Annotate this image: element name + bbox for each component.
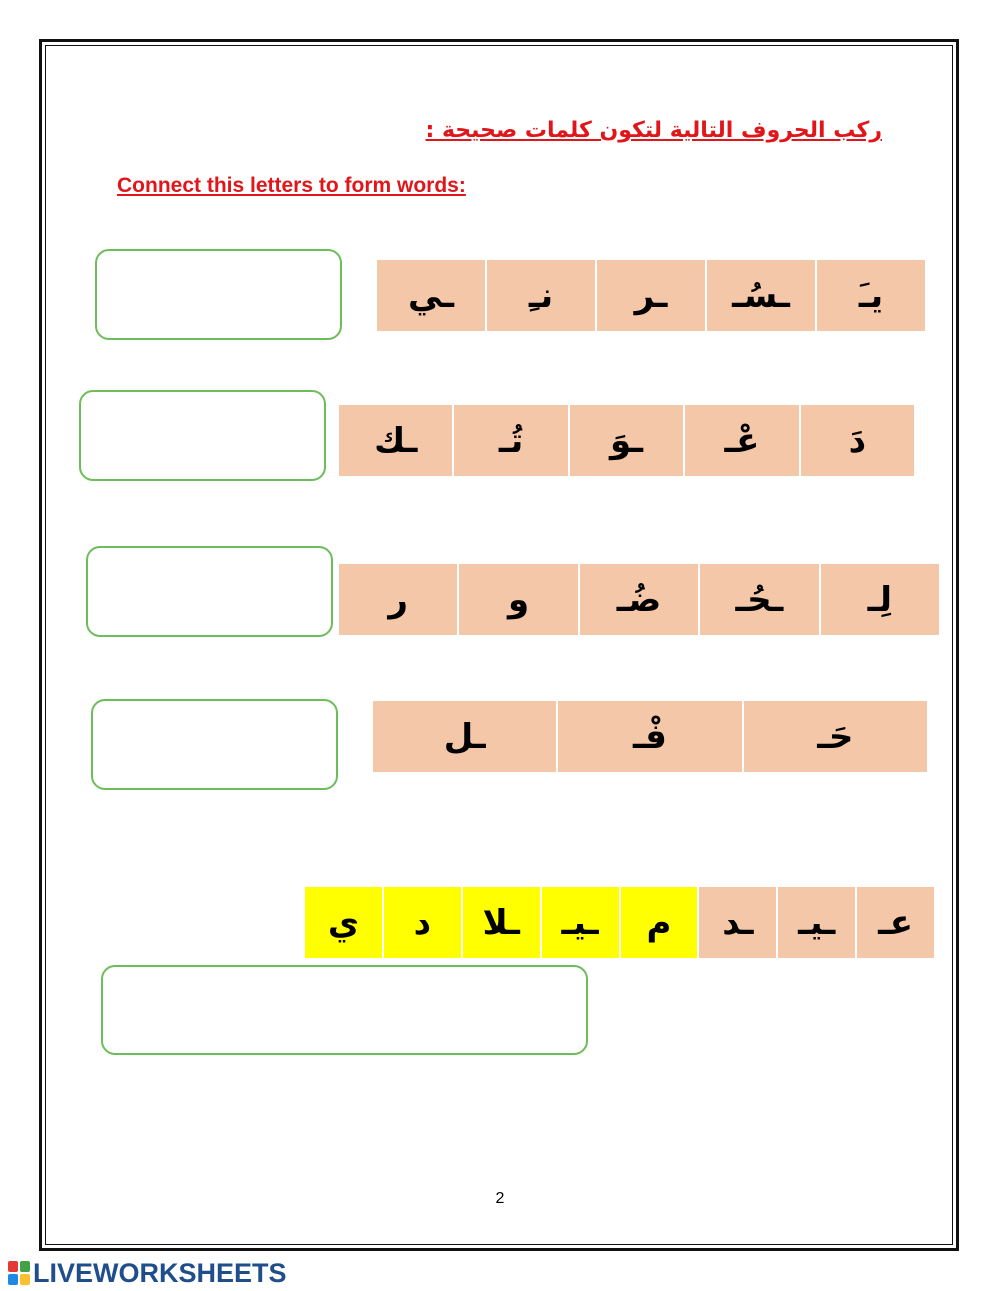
instruction-english: Connect this letters to form words: — [117, 174, 466, 197]
letters-row-3 — [339, 564, 939, 635]
letters-row-1 — [377, 260, 925, 331]
letter-cell: فْـ — [556, 701, 741, 772]
letter-cell: د — [382, 887, 461, 958]
page-number: 2 — [495, 1190, 505, 1207]
brand-name: LIVEWORKSHEETS — [33, 1257, 287, 1288]
letter-cell: عْـ — [683, 405, 798, 476]
liveworksheets-icon — [8, 1261, 30, 1285]
liveworksheets-logo — [8, 1258, 287, 1288]
letters-row-4 — [373, 701, 927, 772]
letter-cell: ـحُـ — [698, 564, 818, 635]
letter-cell: ر — [339, 564, 457, 635]
letter-cell: يـَ — [815, 260, 925, 331]
letter-cell: ـي — [377, 260, 485, 331]
letter-cell: حَـ — [742, 701, 927, 772]
answer-box-2[interactable] — [79, 390, 326, 481]
page-border-inner — [45, 45, 953, 1245]
letter-cell: و — [457, 564, 577, 635]
letter-cell: ـك — [339, 405, 452, 476]
letter-cell: ـر — [595, 260, 705, 331]
letter-cell: ـسُـ — [705, 260, 815, 331]
letters-row-5 — [305, 887, 934, 958]
letter-cell: ـل — [373, 701, 556, 772]
letter-cell: لِـ — [819, 564, 939, 635]
letter-cell: دَ — [799, 405, 914, 476]
letter-cell: ي — [305, 887, 382, 958]
letter-cell: ـد — [697, 887, 776, 958]
letter-cell: تُـ — [452, 405, 567, 476]
letter-cell: ـيـ — [540, 887, 619, 958]
letter-cell: م — [619, 887, 698, 958]
answer-box-4[interactable] — [91, 699, 338, 790]
answer-box-1[interactable] — [95, 249, 342, 340]
answer-box-3[interactable] — [86, 546, 333, 637]
letter-cell: نـِ — [485, 260, 595, 331]
letter-cell: ـوَ — [568, 405, 683, 476]
letter-cell: ـيـ — [776, 887, 855, 958]
letter-cell: ضُـ — [578, 564, 698, 635]
instruction-arabic: ركب الحروف التالية لتكون كلمات صحيحة : — [425, 118, 882, 143]
letter-cell: ـلا — [461, 887, 540, 958]
letters-row-2 — [339, 405, 914, 476]
answer-box-5[interactable] — [101, 965, 588, 1055]
letter-cell: عـ — [855, 887, 934, 958]
